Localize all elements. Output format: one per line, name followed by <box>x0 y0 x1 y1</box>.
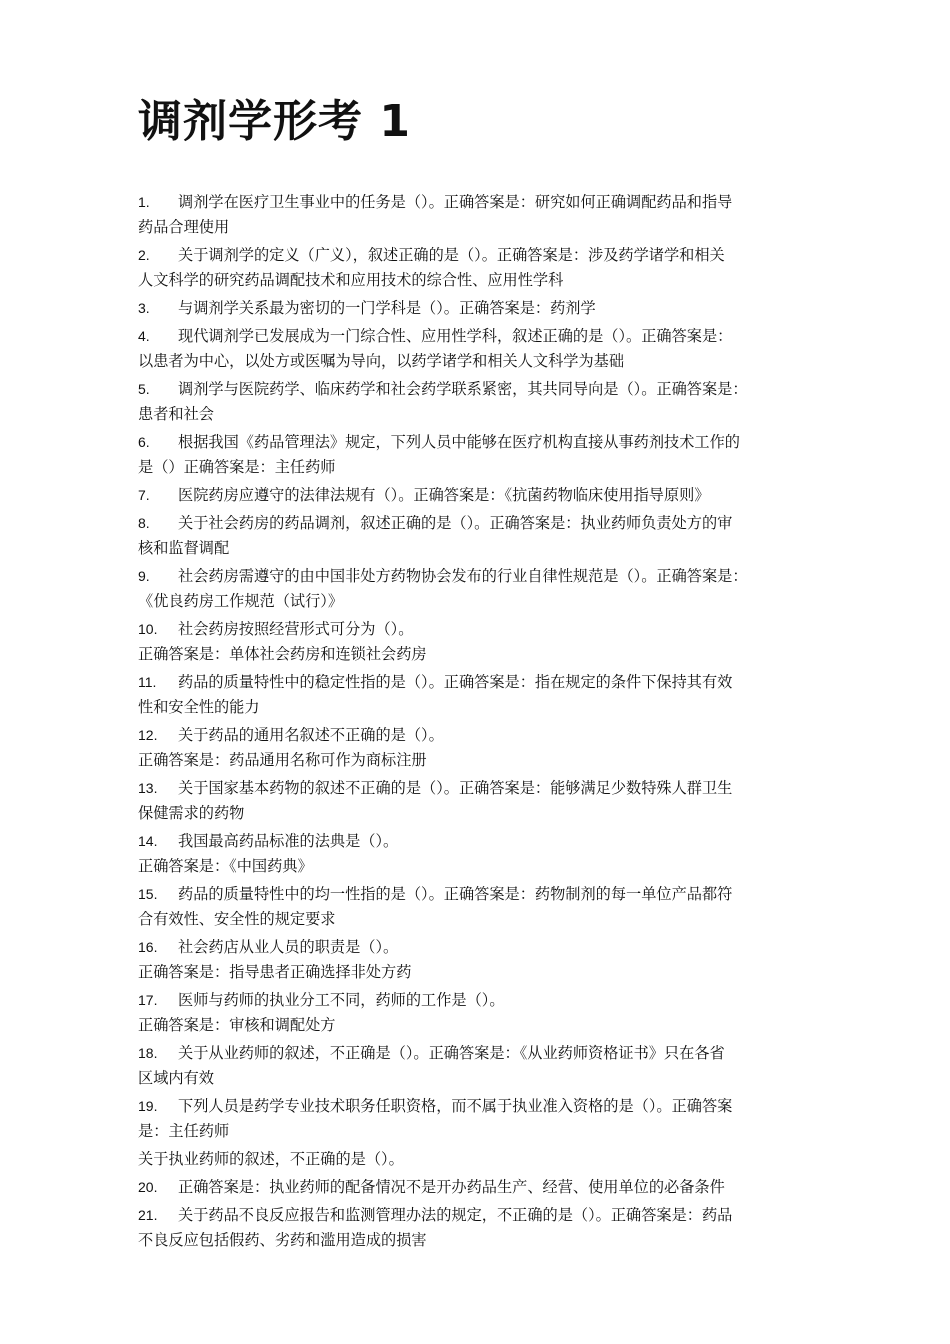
list-item-continuation: 性和安全性的能力 <box>138 698 260 716</box>
list-item-line <box>138 324 818 349</box>
list-item-line <box>138 243 818 268</box>
list-item-text: 药品的质量特性中的稳定性指的是（）。正确答案是：指在规定的条件下保持其有效 <box>178 673 733 691</box>
list-item-line <box>138 511 818 536</box>
list-item-continuation: 区域内有效 <box>138 1069 214 1087</box>
list-item <box>138 882 818 932</box>
list-item-line <box>138 377 818 402</box>
list-item-number: 16. <box>138 939 158 955</box>
list-item-number: 6. <box>138 434 150 450</box>
list-item-continuation: 正确答案是：审核和调配处方 <box>138 1016 336 1034</box>
list-item <box>138 617 818 667</box>
list-item <box>138 670 818 720</box>
list-item <box>138 1175 818 1200</box>
list-item-number: 12. <box>138 727 158 743</box>
list-item-line <box>138 296 818 321</box>
list-item-text: 社会药房按照经营形式可分为（）。 <box>178 620 414 638</box>
list-item-number: 15. <box>138 886 158 902</box>
list-item-text: 我国最高药品标准的法典是（）。 <box>178 832 399 850</box>
question-list <box>138 190 818 1253</box>
list-item-line <box>138 935 818 960</box>
list-item-number: 19. <box>138 1098 158 1114</box>
list-item-line <box>138 1175 818 1200</box>
list-item <box>138 430 818 480</box>
list-item-text: 根据我国《药品管理法》规定，下列人员中能够在医疗机构直接从事药剂技术工作的 <box>178 433 740 451</box>
list-item <box>138 1203 818 1253</box>
list-item-line <box>138 1041 818 1066</box>
list-item-line <box>138 1203 818 1228</box>
list-item-continuation: 患者和社会 <box>138 405 214 423</box>
list-item-text: 调剂学与医院药学、临床药学和社会药学联系紧密，其共同导向是（）。正确答案是： <box>178 380 748 398</box>
list-item-continuation: 正确答案是：药品通用名称可作为商标注册 <box>138 751 427 769</box>
list-item-continuation: 合有效性、安全性的规定要求 <box>138 910 336 928</box>
list-item-continuation: 人文科学的研究药品调配技术和应用技术的综合性、应用性学科 <box>138 271 564 289</box>
list-item <box>138 1147 818 1172</box>
list-item-number: 10. <box>138 621 158 637</box>
list-item-number: 3. <box>138 300 150 316</box>
list-item-number: 2. <box>138 247 150 263</box>
list-item-continuation: 药品合理使用 <box>138 218 230 236</box>
list-item-text: 现代调剂学已发展成为一门综合性、应用性学科，叙述正确的是（）。正确答案是： <box>178 327 733 345</box>
list-item-text: 与调剂学关系最为密切的一门学科是（）。正确答案是：药剂学 <box>178 299 596 317</box>
list-item-text: 关于社会药房的药品调剂，叙述正确的是（）。正确答案是：执业药师负责处方的审 <box>178 514 733 532</box>
list-item-continuation: 正确答案是：指导患者正确选择非处方药 <box>138 963 412 981</box>
list-item-continuation: 正确答案是：单体社会药房和连锁社会药房 <box>138 645 427 663</box>
list-item-continuation: 《优良药房工作规范（试行）》 <box>138 592 344 610</box>
list-item-text: 社会药房需遵守的由中国非处方药物协会发布的行业自律性规范是（）。正确答案是： <box>178 567 748 585</box>
list-item-text: 关于药品的通用名叙述不正确的是（）。 <box>178 726 444 744</box>
list-item-line <box>138 483 818 508</box>
list-item-number: 13. <box>138 780 158 796</box>
list-item-text: 社会药店从业人员的职责是（）。 <box>178 938 399 956</box>
list-item-text: 关于国家基本药物的叙述不正确的是（）。正确答案是：能够满足少数特殊人群卫生 <box>178 779 733 797</box>
list-item-number: 14. <box>138 833 158 849</box>
list-item-line <box>138 670 818 695</box>
list-item-line <box>138 1147 818 1172</box>
list-item-line <box>138 988 818 1013</box>
list-item-continuation: 是：主任药师 <box>138 1122 230 1140</box>
list-item <box>138 829 818 879</box>
list-item-continuation: 正确答案是：《中国药典》 <box>138 857 313 875</box>
list-item-continuation: 以患者为中心，以处方或医嘱为导向，以药学诸学和相关人文科学为基础 <box>138 352 624 370</box>
list-item-line <box>138 564 818 589</box>
list-item-text: 关于执业药师的叙述，不正确的是（）。 <box>138 1150 404 1168</box>
list-item-number: 4. <box>138 328 150 344</box>
list-item-number: 9. <box>138 568 150 584</box>
list-item-text: 下列人员是药学专业技术职务任职资格，而不属于执业准入资格的是（）。正确答案 <box>178 1097 733 1115</box>
list-item <box>138 564 818 614</box>
list-item-text: 医院药房应遵守的法律法规有（）。正确答案是：《抗菌药物临床使用指导原则》 <box>178 486 710 504</box>
list-item-text: 调剂学在医疗卫生事业中的任务是（）。正确答案是：研究如何正确调配药品和指导 <box>178 193 733 211</box>
list-item-line <box>138 190 818 215</box>
list-item-number: 21. <box>138 1207 158 1223</box>
list-item <box>138 483 818 508</box>
list-item-text: 药品的质量特性中的均一性指的是（）。正确答案是：药物制剂的每一单位产品都符 <box>178 885 733 903</box>
list-item-line <box>138 1094 818 1119</box>
list-item-text: 关于从业药师的叙述，不正确是（）。正确答案是：《从业药师资格证书》只在各省 <box>178 1044 725 1062</box>
list-item-text: 正确答案是：执业药师的配备情况不是开办药品生产、经营、使用单位的必备条件 <box>178 1178 725 1196</box>
list-item-line <box>138 430 818 455</box>
list-item <box>138 988 818 1038</box>
list-item-continuation: 不良反应包括假药、劣药和滥用造成的损害 <box>138 1231 427 1249</box>
list-item-line <box>138 882 818 907</box>
list-item-number: 5. <box>138 381 150 397</box>
list-item-continuation: 是（）正确答案是：主任药师 <box>138 458 336 476</box>
list-item-number: 17. <box>138 992 158 1008</box>
list-item-line <box>138 776 818 801</box>
list-item-line <box>138 723 818 748</box>
list-item-line <box>138 617 818 642</box>
page-title: 调剂学形考 1 <box>138 96 411 147</box>
list-item <box>138 776 818 826</box>
list-item-number: 18. <box>138 1045 158 1061</box>
list-item-continuation: 保健需求的药物 <box>138 804 245 822</box>
list-item <box>138 723 818 773</box>
list-item <box>138 1094 818 1144</box>
list-item <box>138 324 818 374</box>
list-item-number: 8. <box>138 515 150 531</box>
list-item-text: 关于药品不良反应报告和监测管理办法的规定，不正确的是（）。正确答案是：药品 <box>178 1206 733 1224</box>
list-item <box>138 511 818 561</box>
list-item-number: 20. <box>138 1179 158 1195</box>
list-item <box>138 1041 818 1091</box>
list-item-continuation: 核和监督调配 <box>138 539 230 557</box>
list-item-number: 1. <box>138 194 150 210</box>
list-item-number: 11. <box>138 674 157 690</box>
list-item <box>138 935 818 985</box>
list-item-text: 医师与药师的执业分工不同，药师的工作是（）。 <box>178 991 505 1009</box>
list-item <box>138 296 818 321</box>
list-item-line <box>138 829 818 854</box>
list-item <box>138 190 818 240</box>
list-item <box>138 243 818 293</box>
list-item-number: 7. <box>138 487 150 503</box>
list-item <box>138 377 818 427</box>
list-item-text: 关于调剂学的定义（广义），叙述正确的是（）。正确答案是：涉及药学诸学和相关 <box>178 246 725 264</box>
